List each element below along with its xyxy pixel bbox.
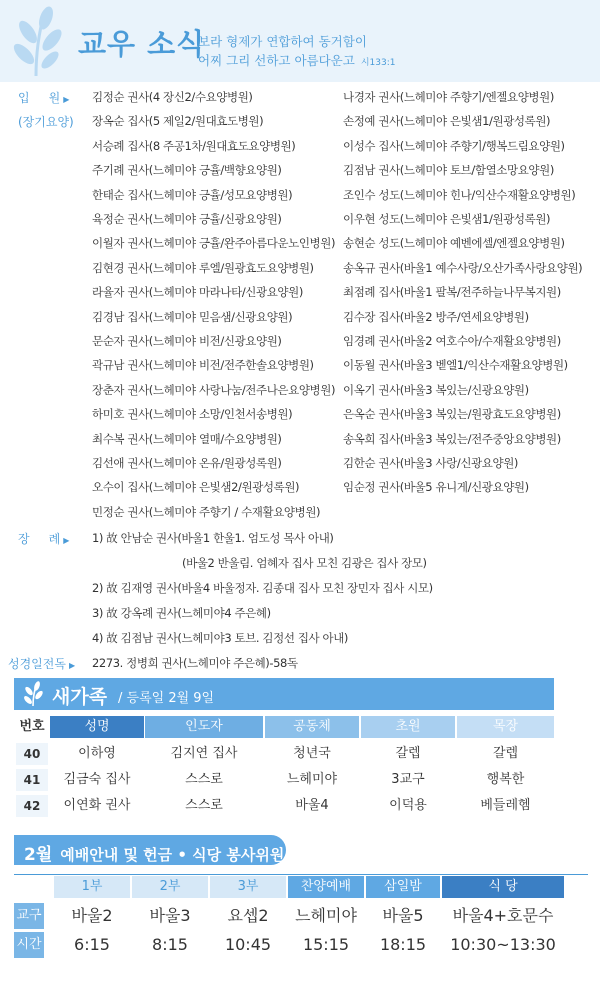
table-header-cell: 공동체 — [265, 716, 359, 738]
admission-item: 김정순 권사(4 장신2/수요양병원) — [92, 90, 253, 104]
admission-item: 서승례 집사(8 주공1차/원대효도요양병원) — [92, 138, 296, 153]
schedule-cell: 바울4+호문수 — [452, 906, 554, 925]
table-cell: 느헤미야 — [286, 772, 338, 787]
admission-item: 조인수 성도(느헤미야 힌나/익산수재활요양병원) — [343, 187, 576, 202]
admission-item: 주기례 권사(느헤미야 긍휼/백향요양원) — [92, 163, 282, 178]
schedule-divider — [14, 874, 588, 875]
schedule-header-cell: 2부 — [132, 876, 208, 898]
schedule-cell: 6:15 — [74, 935, 110, 954]
table-cell: 이덕용 — [389, 798, 427, 813]
table-header-cell: 인도자 — [145, 716, 263, 738]
verse-line-2: 어찌 그리 선하고 아름다운고 시133:1 — [198, 53, 396, 68]
funeral-item: 1) 故 안남순 권사(바울1 한울1. 엄도성 목사 아내) — [92, 531, 334, 545]
admission-item: 한태순 집사(느헤미야 긍휼/성모요양병원) — [92, 187, 293, 202]
admission-item: 김수장 집사(바울2 방주/연세요양병원) — [343, 309, 529, 324]
admission-item: 손정예 권사(느헤미야 은빛샘1/원광성록원) — [343, 114, 551, 129]
admission-label: 입 원 ▶ — [18, 91, 70, 105]
admission-item: 임경례 권사(바울2 여호수아/수재활요양병원) — [343, 334, 561, 348]
admission-item: 이옥기 권사(바울3 복있는/신광요양원) — [343, 382, 529, 397]
admission-item: 김점남 권사(느헤미야 토브/함열소망요양원) — [343, 163, 554, 178]
table-header-cell: 초원 — [361, 716, 455, 738]
table-cell: 이하영 — [78, 746, 116, 761]
schedule-cell: 바울3 — [149, 906, 191, 925]
table-cell: 스스로 — [185, 772, 223, 787]
admission-item: 김한순 권사(바울3 사랑/신광요양원) — [343, 456, 518, 470]
schedule-header-cell: 1부 — [54, 876, 130, 898]
admission-item: 민정순 권사(느헤미야 주향기 / 수재활요양병원) — [92, 504, 321, 519]
schedule-header-cell: 식 당 — [442, 876, 564, 898]
admission-item: 곽규남 권사(느헤미야 비전/전주한솔요양병원) — [92, 358, 314, 373]
table-cell: 바울4 — [295, 798, 329, 813]
table-header-cell: 성명 — [50, 716, 144, 738]
schedule-header-cell: 찬양예배 — [288, 876, 364, 898]
row-number: 42 — [16, 795, 48, 817]
admission-item: 이월자 권사(느헤미야 긍휼/완주아름다운노인병원) — [92, 236, 336, 251]
admission-item: 이성수 집사(느헤미야 주향기/행복드림요양원) — [343, 138, 565, 153]
schedule-cell: 8:15 — [152, 935, 188, 954]
schedule-cell: 10:30~13:30 — [450, 935, 556, 954]
admission-item: 최수복 권사(느헤미야 열매/수요양병원) — [92, 431, 282, 446]
longterm-care-label: (장기요양) — [18, 115, 74, 129]
table-cell: 베들레헴 — [480, 798, 531, 813]
admission-item: 김선애 권사(느헤미야 온유/원광성록원) — [92, 456, 282, 470]
admission-item: 오수이 집사(느헤미야 은빛샘2/원광성록원) — [92, 480, 300, 495]
admission-item: 은옥순 권사(바울3 복있는/원광효도요양병원) — [343, 407, 561, 422]
bible-reading-label: 성경일전독 ▶ — [8, 657, 76, 671]
bible-reading-item: 2273. 정병희 권사(느헤미야 주은혜)-58독 — [92, 656, 298, 670]
schedule-row-label: 시간 — [14, 932, 44, 958]
admission-item: 임순정 권사(바울5 유니게/신광요양원) — [343, 480, 529, 495]
leaf-branch-icon — [6, 6, 68, 78]
page-title: 교우 소식 — [78, 27, 206, 61]
funeral-item: 4) 故 김점남 권사(느헤미야3 토브. 김정선 집사 아내) — [92, 631, 348, 645]
row-number: 40 — [16, 743, 48, 765]
admission-item: 장춘자 권사(느헤미야 사랑나눔/전주나은요양병원) — [92, 382, 336, 397]
admission-item: 최점례 집사(바울1 팔복/전주하늘나무복지원) — [343, 285, 561, 300]
table-cell: 3교구 — [391, 772, 425, 787]
arrow-right-icon: ▶ — [68, 661, 76, 670]
admission-item: 김경남 집사(느헤미야 믿음샘/신광요양원) — [92, 309, 293, 324]
table-cell: 행복한 — [486, 772, 525, 787]
schedule-cell: 10:45 — [224, 935, 272, 954]
arrow-right-icon: ▶ — [63, 536, 70, 545]
table-cell: 갈렙 — [395, 746, 421, 761]
admission-item: 송옥규 권사(바울1 예수사랑/오산가족사랑요양원) — [343, 260, 583, 275]
new-family-subtitle: / 등록일 2월 9일 — [118, 691, 215, 706]
arrow-right-icon: ▶ — [63, 95, 70, 104]
admission-item: 육정순 권사(느헤미야 긍휼/신광요양원) — [92, 212, 282, 226]
schedule-cell: 15:15 — [302, 935, 350, 954]
funeral-label: 장 례 ▶ — [18, 532, 70, 546]
admission-item: 이동월 권사(바울3 벧엘1/익산수재활요양병원) — [343, 358, 568, 373]
verse-line-1: 보라 형제가 연합하여 동거함이 — [198, 34, 367, 49]
schedule-cell: 요셉2 — [227, 906, 269, 925]
admission-item: 장옥순 집사(5 제일2/원대효도병원) — [92, 114, 264, 129]
schedule-row-label: 교구 — [14, 903, 44, 929]
verse-reference: 시133:1 — [360, 58, 396, 68]
table-cell: 이연화 권사 — [63, 798, 131, 813]
new-family-title: 새가족 — [52, 686, 108, 708]
schedule-header-cell: 삼일밤 — [366, 876, 440, 898]
admission-item: 하미호 권사(느헤미야 소망/인천서송병원) — [92, 407, 293, 422]
admission-item: 송현순 성도(느헤미야 예벤에셀/엔젤요양병원) — [343, 236, 565, 251]
table-cell: 갈렙 — [492, 746, 519, 761]
schedule-title: 2월 예배안내 및 헌금 • 식당 봉사위원 — [24, 845, 285, 865]
admission-item: 김현경 권사(느헤미야 루엘/원광효도요양병원) — [92, 260, 314, 275]
admission-item: 라율자 권사(느헤미야 마라나타/신광요양원) — [92, 285, 303, 300]
schedule-header-cell: 3부 — [210, 876, 286, 898]
funeral-item: 2) 故 김재영 권사(바울4 바울정자. 김종대 집사 모친 장민자 집사 시모) — [92, 581, 433, 595]
schedule-cell: 18:15 — [379, 935, 427, 954]
table-cell: 김금숙 집사 — [63, 772, 131, 787]
table-header-cell: 번호 — [16, 716, 48, 738]
schedule-cell: 바울2 — [71, 906, 113, 925]
leaf-branch-icon — [22, 681, 46, 707]
funeral-item: (바울2 반울림. 엄혜자 집사 모친 김광은 집사 장모) — [182, 556, 427, 570]
admission-item: 이우현 성도(느헤미야 은빛샘1/원광성록원) — [343, 212, 551, 226]
schedule-cell: 바울5 — [382, 906, 424, 925]
table-cell: 김지연 집사 — [170, 746, 238, 761]
admission-item: 나경자 권사(느헤미야 주향기/엔젤요양병원) — [343, 90, 554, 104]
row-number: 41 — [16, 769, 48, 791]
table-header-cell: 목장 — [457, 716, 554, 738]
admission-item: 송옥희 집사(바울3 복있는/전주중앙요양병원) — [343, 431, 561, 446]
table-cell: 스스로 — [185, 798, 223, 813]
table-cell: 청년국 — [293, 746, 331, 761]
funeral-item: 3) 故 강옥례 권사(느헤미야4 주은혜) — [92, 606, 271, 620]
admission-item: 문순자 권사(느헤미야 비전/신광요양원) — [92, 334, 282, 348]
schedule-cell: 느헤미야 — [295, 906, 357, 925]
